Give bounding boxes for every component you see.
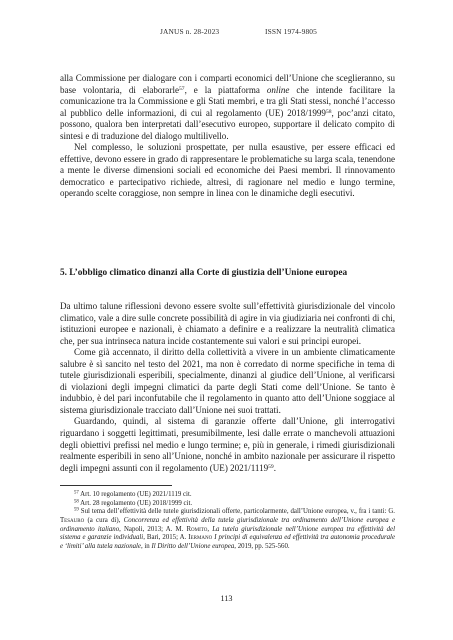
footnote-ref: 57 bbox=[179, 85, 185, 92]
text-run: che intende facilitare la comunicazione tra la Commissione e gli Stati membri, e tra gli Stati stessi, nonché l’accesso al pubblico delle informazioni, di cui al regolamento (UE) 2018/1999 bbox=[60, 84, 395, 118]
footnote-number: 58 bbox=[74, 499, 79, 505]
text-run: , 2019, pp. 525-560. bbox=[234, 542, 290, 550]
author-name: Tesauro bbox=[60, 516, 85, 524]
text-run: (a cura di), bbox=[84, 516, 124, 524]
text-run: alla Commissione per dialogare con i comparti economici dell’Unione che sceglieranno, su base volontaria, di elaborarle bbox=[60, 73, 395, 95]
paragraph bbox=[60, 73, 395, 142]
body-text-top bbox=[60, 73, 395, 200]
page-number: 113 bbox=[220, 594, 233, 603]
text-run: Sul tema dell’effettività delle tutele giurisdizionali offerte, particolarmente, dall’Unione europea, v., fra i tanti: G. bbox=[78, 508, 395, 516]
text-run: Guardando, quindi, al sistema di garanzie offerte dall’Unione, gli interrogativi riguardano i soggetti legittimati, presumibilmente, lesi dalle errate o manchevoli attuazioni degli obiettivi prefissi nel medio e lungo termine; e, più in generale, i rimedi giurisdizionali realmente esperibili in seno all’Unione, nonché in ambito nazionale per assicurare il rispetto degli impegni assunti con il regolamento (UE) 2021/1119 bbox=[60, 416, 395, 473]
issn-number: ISSN 1974-9805 bbox=[265, 27, 317, 36]
text-run: , poc’anzi citato, possono, qualora ben interpretati dall’esecutivo europeo, supportare il delicato compito di sintesi e di traduzione del dialogo multilivello. bbox=[60, 107, 395, 141]
body-text-bottom bbox=[60, 301, 395, 474]
footnote-ref: 58 bbox=[325, 108, 332, 115]
footnote-separator bbox=[60, 485, 172, 486]
text-run: , e la piattaforma bbox=[184, 84, 267, 95]
footnote-number: 59 bbox=[74, 507, 79, 513]
footnote bbox=[60, 500, 395, 509]
text-run: , in bbox=[140, 542, 152, 550]
paragraph bbox=[60, 301, 395, 347]
text-run: , bbox=[207, 525, 213, 533]
footnote bbox=[60, 491, 395, 500]
text-run: Nel complesso, le soluzioni prospettate, per nulla esaustive, per essere efficaci ed effettive, devono essere in grado di rappresentare le problematiche su larga scala, tenendone a mente le diverse dimensioni sociali ed economiche dei Paesi membri. Il rinnovamento democratico e partecipativo richiede, altresì, di ragionare nel medio e lungo termine, operando scelte coraggiose, non sempre in linea con le dinamiche degli esecutivi. bbox=[60, 142, 395, 199]
italic-text: La tutela giurisdizionale nell’Unione europea tra effettività del sistema e garanzie individuali bbox=[60, 525, 395, 542]
text-run: Da ultimo talune riflessioni devono essere svolte sull’effettività giurisdizionale del vincolo climatico, vale a dire sulle concrete possibilità di agire in via giudiziaria nei confronti di chi, istituzioni europee e nazionali, è chiamato a definire e a realizzare la neutralità climatica che, per sua intrinseca natura incide costantemente sui valori e sui principi europei. bbox=[60, 301, 395, 346]
journal-issue: JANUS n. 28-2023 bbox=[160, 27, 220, 36]
text-run: Come già accennato, il diritto della collettività a vivere in un ambiente climaticamente salubre è sì sancito nel testo del 2021, ma non è corredato di norme specifiche in tema di tutele giurisdizionali esperibili, specialmente, dinanzi al giudice dell’Unione, al verificarsi di violazioni degli impegni climatici da parte degli Stati come dell’Unione. Se tanto è indubbio, è del pari inconfutabile che il regolamento in quanto atto dell’Unione soggiace al sistema giurisdizionale tracciato dall’Unione nei suoi trattati. bbox=[60, 347, 395, 415]
paragraph bbox=[60, 142, 395, 200]
text-run: , Napoli, 2013; A. M. bbox=[119, 525, 187, 533]
author-name: Iermano bbox=[188, 534, 213, 542]
footnote-ref: 59 bbox=[268, 463, 274, 470]
italic-text: I principi di equivalenza ed effettività tra autonomia procedurale e ‘limiti’ alla tutela nazionale bbox=[60, 534, 395, 550]
italic-text: Il Diritto dell’Unione europea bbox=[151, 542, 235, 550]
footnotes bbox=[60, 491, 395, 552]
italic-text: Concorrenza ed effettività della tutela giurisdizionale tra ordinamento dell’Unione europea e ordinamento italiano bbox=[60, 516, 396, 533]
footnote-number: 57 bbox=[74, 490, 79, 496]
text-run: Art. 28 regolamento (UE) 2018/1999 cit. bbox=[78, 499, 193, 507]
paragraph bbox=[60, 416, 395, 474]
author-name: Romito bbox=[186, 525, 208, 533]
section-heading: 5. L’obbligo climatico dinanzi alla Corte di giustizia dell’Unione europea bbox=[60, 268, 348, 278]
text-run: Art. 10 regolamento (UE) 2021/1119 cit. bbox=[78, 491, 192, 498]
italic-text: online bbox=[266, 84, 290, 95]
text-run: , Bari, 2015; A. bbox=[143, 534, 189, 542]
paragraph bbox=[60, 347, 395, 416]
footnote bbox=[60, 508, 395, 551]
text-run: . bbox=[273, 462, 276, 473]
